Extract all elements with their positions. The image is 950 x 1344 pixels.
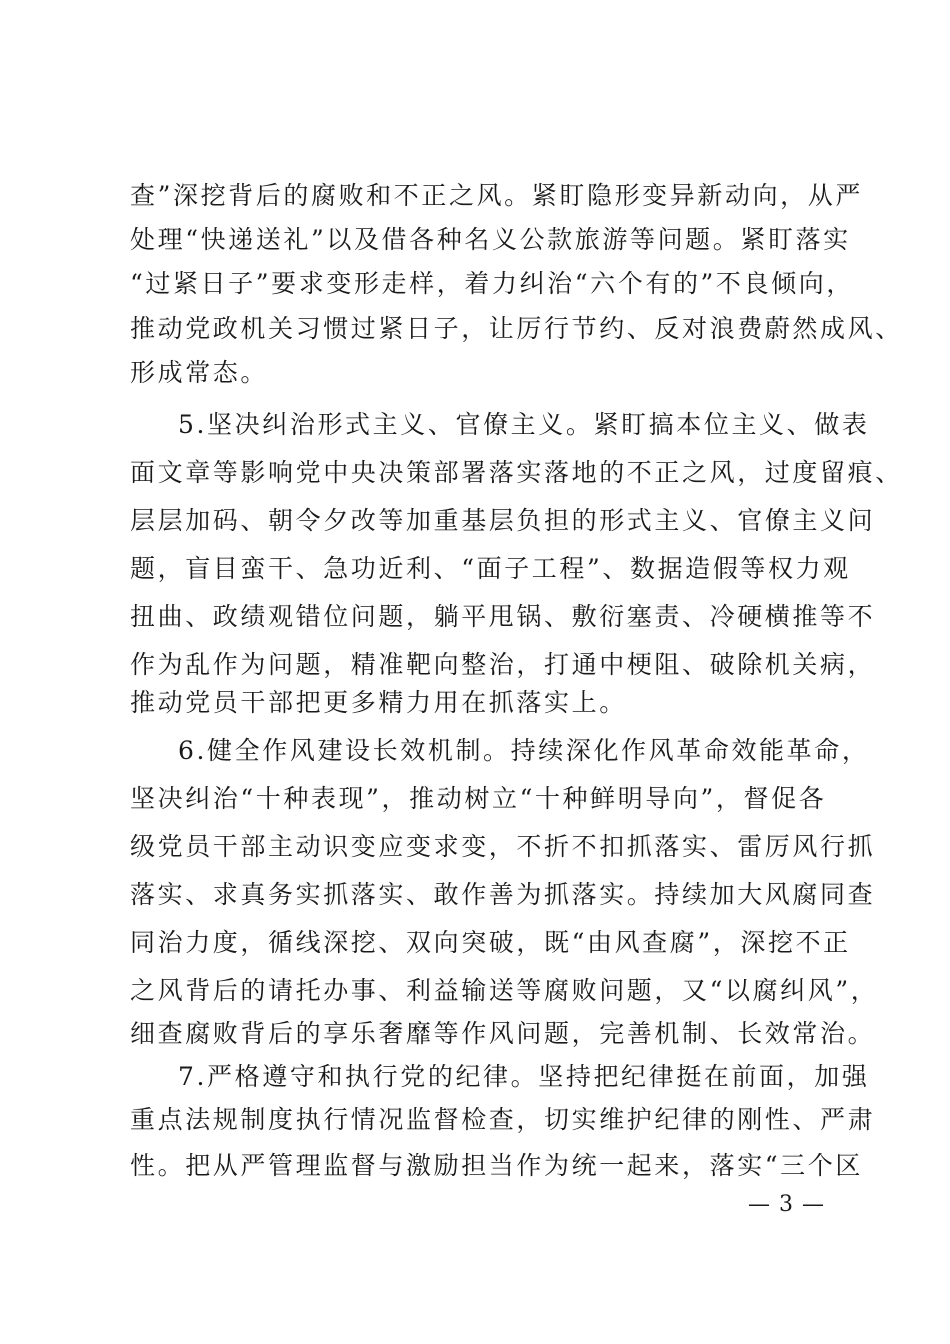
text-line: 推动党员干部把更多精力用在抓落实上。: [130, 688, 627, 717]
text-line: 层层加码、朝令夕改等加重基层负担的形式主义、官僚主义问: [130, 506, 876, 535]
text-line: 扭曲、政绩观错位问题，躺平甩锅、敷衍塞责、冷硬横推等不: [130, 602, 876, 631]
text-line: 形成常态。: [130, 358, 269, 387]
text-line: 细查腐败背后的享乐奢靡等作风问题，完善机制、长效常治。: [130, 1019, 876, 1048]
text-line: 之风背后的请托办事、利益输送等腐败问题，又“以腐纠风”，: [130, 976, 879, 1005]
text-line: 级党员干部主动识变应变求变，不折不扣抓落实、雷厉风行抓: [130, 832, 876, 861]
paragraph-6-first-line: 6.健全作风建设长效机制。持续深化作风革命效能革命，: [178, 736, 870, 765]
text-line: “过紧日子”要求变形走样，着力纠治“六个有的”不良倾向，: [130, 269, 854, 298]
text-line: 面文章等影响党中央决策部署落实落地的不正之风，过度留痕、: [130, 458, 903, 487]
text-line: 题，盲目蛮干、急功近利、“面子工程”、数据造假等权力观: [130, 554, 851, 583]
text-line: 坚决纠治“十种表现”，推动树立“十种鲜明导向”，督促各: [130, 784, 827, 813]
text-line: 落实、求真务实抓落实、敢作善为抓落实。持续加大风腐同查: [130, 880, 876, 909]
text-line: 性。把从严管理监督与激励担当作为统一起来，落实“三个区: [130, 1151, 863, 1180]
paragraph-5-first-line: 5.坚决纠治形式主义、官僚主义。紧盯搞本位主义、做表: [178, 410, 870, 439]
text-line: 推动党政机关习惯过紧日子，让厉行节约、反对浪费蔚然成风、: [130, 314, 903, 343]
paragraph-7-first-line: 7.严格遵守和执行党的纪律。坚持把纪律挺在前面，加强: [178, 1062, 870, 1091]
text-line: 作为乱作为问题，精准靶向整治，打通中梗阻、破除机关病，: [130, 650, 876, 679]
page-number: — 3 —: [748, 1192, 825, 1217]
text-line: 查”深挖背后的腐败和不正之风。紧盯隐形变异新动向，从严: [130, 181, 863, 210]
text-line: 重点法规制度执行情况监督检查，切实维护纪律的刚性、严肃: [130, 1105, 876, 1134]
text-line: 处理“快递送礼”以及借各种名义公款旅游等问题。紧盯落实: [130, 225, 851, 254]
text-line: 同治力度，循线深挖、双向突破，既“由风查腐”，深挖不正: [130, 928, 851, 957]
